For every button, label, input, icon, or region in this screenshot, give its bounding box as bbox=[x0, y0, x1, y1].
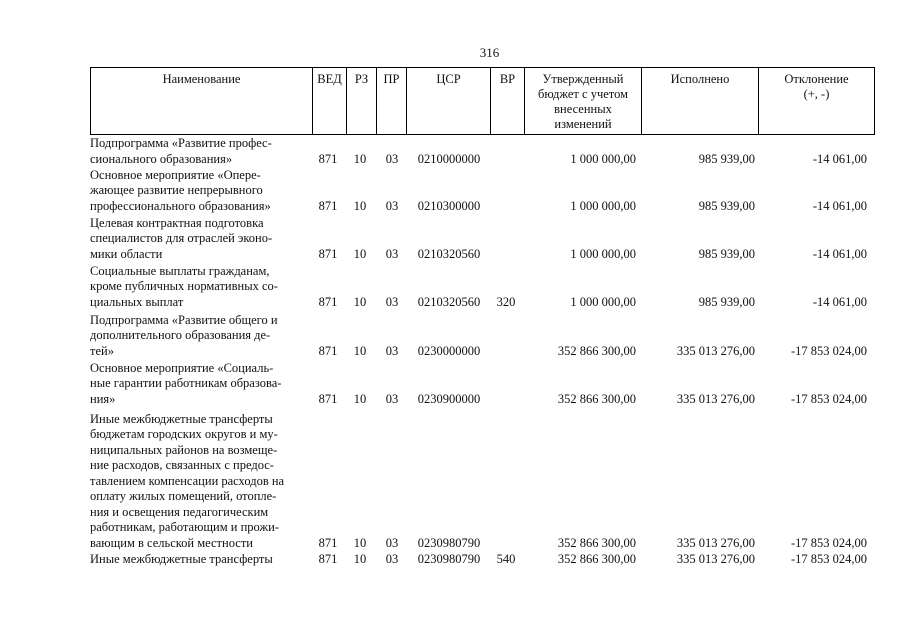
cell-pr: 03 bbox=[385, 246, 399, 261]
row-name-line: жающее развитие непрерывного bbox=[90, 183, 263, 197]
row-name-line: Основное мероприятие «Опере- bbox=[90, 167, 261, 182]
cell-budget: 352 866 300,00 bbox=[557, 343, 636, 358]
row-name-line: Целевая контрактная подготовка bbox=[90, 215, 264, 230]
row-name-line: ниципальных районов на возмеще- bbox=[90, 442, 278, 457]
cell-dev: -17 853 024,00 bbox=[790, 535, 867, 550]
header-name: Наименование bbox=[91, 68, 313, 134]
cell-dev: -17 853 024,00 bbox=[790, 391, 867, 406]
cell-budget: 352 866 300,00 bbox=[557, 535, 636, 550]
header-pr: ПР bbox=[377, 68, 407, 134]
cell-budget: 352 866 300,00 bbox=[557, 391, 636, 406]
header-deviation-line: (+, -) bbox=[803, 87, 830, 101]
row-name-line: сионального образования» bbox=[90, 151, 233, 166]
cell-dev: -17 853 024,00 bbox=[790, 551, 867, 566]
row-name-line: Подпрограмма «Развитие общего и bbox=[90, 312, 278, 327]
row-name-line: Иные межбюджетные трансферты bbox=[90, 411, 273, 426]
cell-rz: 10 bbox=[353, 198, 367, 213]
cell-done: 985 939,00 bbox=[698, 151, 755, 166]
cell-ved: 871 bbox=[318, 198, 338, 213]
header-deviation-line: Отклонение bbox=[784, 72, 849, 86]
cell-dev: -14 061,00 bbox=[812, 198, 867, 213]
cell-ved: 871 bbox=[318, 151, 338, 166]
cell-budget: 1 000 000,00 bbox=[570, 198, 636, 213]
row-name-line: мики области bbox=[90, 246, 163, 261]
cell-rz: 10 bbox=[353, 551, 367, 566]
cell-pr: 03 bbox=[385, 198, 399, 213]
row-name bbox=[90, 552, 310, 568]
cell-rz: 10 bbox=[353, 246, 367, 261]
cell-ved: 871 bbox=[318, 343, 338, 358]
cell-ved: 871 bbox=[318, 535, 338, 550]
row-name-line: бюджетам городских округов и му- bbox=[90, 427, 278, 441]
header-budget-line: Утвержденный bbox=[542, 72, 624, 86]
cell-budget: 1 000 000,00 bbox=[570, 246, 636, 261]
cell-rz: 10 bbox=[353, 151, 367, 166]
row-name-line: ние расходов, связанных с предос- bbox=[90, 458, 274, 472]
row-name-line: работникам, работающим и прожи- bbox=[90, 520, 279, 534]
cell-csr: 0230000000 bbox=[417, 343, 481, 358]
header-budget-line: внесенных bbox=[554, 102, 612, 116]
cell-csr: 0210000000 bbox=[417, 151, 481, 166]
row-name-line: Подпрограмма «Развитие профес- bbox=[90, 136, 272, 150]
cell-csr: 0230980790 bbox=[417, 535, 481, 550]
row-name-line: Социальные выплаты гражданам, bbox=[90, 263, 270, 278]
row-name-line: тей» bbox=[90, 343, 114, 358]
row-name-line: вающим в сельской местности bbox=[90, 535, 253, 550]
cell-pr: 03 bbox=[385, 294, 399, 309]
cell-pr: 03 bbox=[385, 151, 399, 166]
row-name-line: ния» bbox=[90, 391, 116, 406]
cell-dev: -17 853 024,00 bbox=[790, 343, 867, 358]
cell-pr: 03 bbox=[385, 343, 399, 358]
page-number: 316 bbox=[479, 45, 500, 60]
cell-rz: 10 bbox=[353, 294, 367, 309]
header-rz: РЗ bbox=[347, 68, 377, 134]
cell-rz: 10 bbox=[353, 391, 367, 406]
header-vr: ВР bbox=[491, 68, 525, 134]
cell-pr: 03 bbox=[385, 535, 399, 550]
cell-done: 985 939,00 bbox=[698, 246, 755, 261]
row-name-line: профессионального образования» bbox=[90, 198, 271, 213]
cell-vr: 320 bbox=[496, 294, 516, 309]
cell-ved: 871 bbox=[318, 551, 338, 566]
cell-done: 335 013 276,00 bbox=[676, 343, 755, 358]
row-name-line: ния и освещения педагогическим bbox=[90, 504, 269, 519]
row-name-line: Основное мероприятие «Социаль- bbox=[90, 360, 274, 375]
row-name-line: кроме публичных нормативных со- bbox=[90, 279, 278, 293]
cell-done: 335 013 276,00 bbox=[676, 551, 755, 566]
cell-done: 985 939,00 bbox=[698, 198, 755, 213]
cell-budget: 1 000 000,00 bbox=[570, 294, 636, 309]
header-ved: ВЕД bbox=[313, 68, 347, 134]
cell-budget: 352 866 300,00 bbox=[557, 551, 636, 566]
cell-csr: 0210300000 bbox=[417, 198, 481, 213]
cell-csr: 0210320560 bbox=[417, 246, 481, 261]
header-budget-line: изменений bbox=[554, 117, 612, 131]
row-name-line: дополнительного образования де- bbox=[90, 328, 271, 342]
cell-dev: -14 061,00 bbox=[812, 151, 867, 166]
header-budget-line: бюджет с учетом bbox=[537, 87, 628, 101]
header-done: Исполнено bbox=[642, 68, 759, 134]
row-name-line: оплату жилых помещений, отопле- bbox=[90, 489, 277, 503]
cell-csr: 0230900000 bbox=[417, 391, 481, 406]
cell-ved: 871 bbox=[318, 391, 338, 406]
row-name-line: тавлением компенсации расходов на bbox=[90, 473, 285, 488]
cell-pr: 03 bbox=[385, 391, 399, 406]
cell-rz: 10 bbox=[353, 535, 367, 550]
row-name-line: специалистов для отраслей эконо- bbox=[90, 231, 273, 245]
header-csr: ЦСР bbox=[407, 68, 491, 134]
cell-done: 985 939,00 bbox=[698, 294, 755, 309]
cell-rz: 10 bbox=[353, 343, 367, 358]
cell-dev: -14 061,00 bbox=[812, 294, 867, 309]
cell-vr: 540 bbox=[496, 551, 516, 566]
cell-budget: 1 000 000,00 bbox=[570, 151, 636, 166]
row-name-line: циальных выплат bbox=[90, 294, 184, 309]
cell-ved: 871 bbox=[318, 246, 338, 261]
cell-dev: -14 061,00 bbox=[812, 246, 867, 261]
cell-ved: 871 bbox=[318, 294, 338, 309]
cell-csr: 0210320560 bbox=[417, 294, 481, 309]
cell-csr: 0230980790 bbox=[417, 551, 481, 566]
cell-done: 335 013 276,00 bbox=[676, 391, 755, 406]
cell-pr: 03 bbox=[385, 551, 399, 566]
row-name-line: ные гарантии работникам образова- bbox=[90, 376, 282, 390]
row-name-line: Иные межбюджетные трансферты bbox=[90, 551, 273, 566]
cell-done: 335 013 276,00 bbox=[676, 535, 755, 550]
